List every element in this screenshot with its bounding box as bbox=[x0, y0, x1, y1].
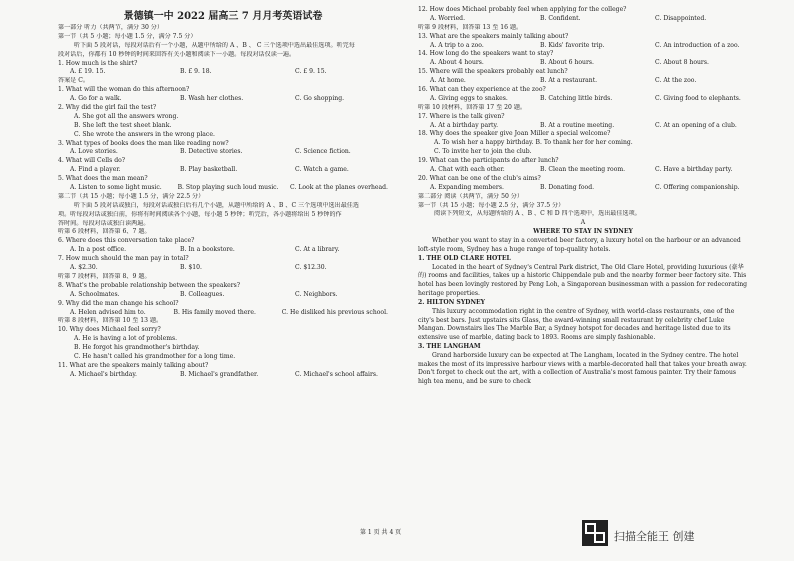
answer-option: C. Giving food to elephants. bbox=[655, 94, 741, 102]
text-line: A bbox=[580, 219, 586, 227]
answer-option: C. Look at the planes overhead. bbox=[290, 184, 388, 192]
text-line: 听第 10 段材料，回答第 17 至 20 题。 bbox=[418, 103, 527, 111]
text-line: 第一节（共 5 小题；每小题 1.5 分，满分 7.5 分） bbox=[58, 32, 197, 40]
text-line: C. To invite her to join the club. bbox=[434, 148, 532, 156]
text-line: 5. What does the man mean? bbox=[58, 175, 148, 183]
answer-option: B. Wash her clothes. bbox=[180, 95, 244, 103]
answer-options bbox=[418, 95, 748, 104]
answer-option: C. Science fiction. bbox=[295, 148, 351, 156]
passage-paragraph: Located in the heart of Sydney's Central Park district, The Old Clare Hotel, providing luxurious (豪华的) rooms and facilities, takes up a historic Chippendale pub and the nearby former beer factory site. This hotel has been lovingly restored by Peng Loh, a Singaporean businessman with a passion for redecorating heritage properties. bbox=[418, 263, 748, 298]
answer-options bbox=[58, 68, 388, 77]
answer-option: B. Detective stories. bbox=[180, 148, 243, 156]
answer-option: A. $2.30. bbox=[70, 264, 98, 272]
answer-option: A. Find a player. bbox=[70, 166, 121, 174]
answer-options bbox=[58, 95, 388, 104]
text-line: 19. What can the participants do after lunch? bbox=[418, 157, 559, 165]
answer-options bbox=[418, 184, 748, 193]
text-line: 项。听每段对话或独白前，你将有时间阅读各个小题，每小题 5 秒钟；听完后，各小题将给出 5 秒钟的作 bbox=[58, 210, 342, 218]
answer-option: A. At home. bbox=[430, 77, 466, 85]
answer-option: B. Clean the meeting room. bbox=[540, 166, 626, 174]
text-line: 2. HILTON SYDNEY bbox=[418, 298, 486, 306]
text-line: 20. What can be one of the club's aims? bbox=[418, 174, 541, 182]
text-line: 答时间。每段对话或独白读两遍。 bbox=[58, 219, 150, 227]
text-line: B. She left the test sheet blank. bbox=[74, 121, 172, 129]
text-line: A. She got all the answers wrong. bbox=[74, 112, 179, 120]
answer-option: A. In a post office. bbox=[70, 246, 127, 254]
text-line: A. He is having a lot of problems. bbox=[74, 335, 178, 343]
text-line: 15. Where will the speakers probably eat lunch? bbox=[418, 68, 568, 76]
answer-options bbox=[58, 148, 388, 157]
answer-options bbox=[418, 166, 748, 175]
text-line: 听下面 5 段对话，每段对话后有一个小题，从题中所给的 A 、B 、 C 三个选项中选出最佳选项。听完每 bbox=[74, 41, 355, 49]
answer-option: C. About 8 hours. bbox=[655, 59, 709, 67]
text-line: 12. How does Michael probably feel when applying for the college? bbox=[418, 6, 627, 13]
text-line: 2. Why did the girl fail the test? bbox=[58, 104, 157, 112]
answer-option: A. Michael's birthday. bbox=[70, 370, 137, 378]
text-line: WHERE TO STAY IN SYDNEY bbox=[533, 228, 633, 236]
text-line: 16. What can they experience at the zoo? bbox=[418, 86, 546, 94]
answer-option: C. Go shopping. bbox=[295, 95, 345, 103]
answer-option: C. Offering companionship. bbox=[655, 183, 740, 191]
text-line: 7. How much should the man pay in total? bbox=[58, 255, 189, 263]
text-line: 听第 6 段材料，回答第 6、7 题。 bbox=[58, 228, 151, 236]
answer-option: A. Schoolmates. bbox=[70, 290, 120, 298]
answer-options bbox=[418, 77, 748, 86]
answer-option: B. Catching little birds. bbox=[540, 94, 613, 102]
answer-option: C. An introduction of a zoo. bbox=[655, 41, 740, 49]
answer-option: A. Worried. bbox=[430, 14, 466, 22]
text-line: 第二节（共 15 小题；每小题 1.5 分，满分 22.5 分） bbox=[58, 192, 205, 200]
answer-option: A. Love stories. bbox=[70, 148, 118, 156]
text-line: 听下面 5 段对话或独白，每段对话或独白后有几个小题，从题中所给的 A 、B 、C 三个选项中选出最佳选 bbox=[74, 201, 359, 209]
answer-options bbox=[58, 309, 388, 318]
text-line: 3. What types of books does the man like reading now? bbox=[58, 139, 229, 147]
answer-option: C. £ 9. 15. bbox=[295, 68, 327, 76]
answer-options bbox=[418, 59, 748, 68]
answer-option: B. At a routine meeting. bbox=[540, 121, 615, 129]
text-line: 1. THE OLD CLARE HOTEL bbox=[418, 254, 511, 262]
answer-option: B. About 6 hours. bbox=[540, 59, 594, 67]
answer-options bbox=[58, 291, 388, 300]
answer-options bbox=[418, 122, 748, 131]
answer-option: A. Expanding members. bbox=[430, 183, 504, 191]
text-line: 听第 9 段材料，回答第 13 至 16 题。 bbox=[418, 23, 523, 31]
text-line: 第二部分 阅读（共两节，满分 50 分） bbox=[418, 192, 523, 200]
passage-paragraph: Whether you want to stay in a converted beer factory, a luxury hotel on the harbour or an advanced loft-style room, Sydney has a huge range of top-quality hotels. bbox=[418, 237, 741, 253]
page-number: 第 1 页 共 4 页 bbox=[360, 529, 402, 536]
text-line: C. He hasn't called his grandmother for a long time. bbox=[74, 352, 236, 360]
text-line: 18. Why does the speaker give Joan Miller a special welcome? bbox=[418, 130, 611, 138]
text-line: 答案是 C。 bbox=[58, 77, 89, 85]
answer-option: A. Helen advised him to. bbox=[70, 308, 146, 316]
answer-options bbox=[418, 15, 748, 24]
answer-option: A. Listen to some light music. bbox=[70, 184, 162, 192]
text-line: 阅读下列短文，从每题所给的 A 、B 、C 和 D 四个选项中，选出最佳选项。 bbox=[434, 210, 641, 218]
answer-options bbox=[58, 184, 388, 193]
answer-option: C. At a library. bbox=[295, 246, 340, 254]
answer-option: B. £ 9. 18. bbox=[180, 68, 212, 76]
answer-option: B. His family moved there. bbox=[173, 308, 256, 316]
answer-option: A. At a birthday party. bbox=[430, 121, 499, 129]
answer-option: C. He disliked his previous school. bbox=[281, 308, 388, 316]
text-line: C. She wrote the answers in the wrong place. bbox=[74, 130, 215, 138]
text-line: 段对话后，你都有 10 秒钟的时间来回答有关小题和阅读下一小题。每段对话仅读一遍。 bbox=[58, 50, 296, 58]
qr-code-icon bbox=[582, 520, 608, 546]
answer-option: C. Michael's school affairs. bbox=[295, 370, 378, 378]
right-column bbox=[418, 6, 748, 387]
answer-options bbox=[418, 42, 748, 51]
text-line: 3. THE LANGHAM bbox=[418, 342, 481, 350]
answer-option: C. At the zoo. bbox=[655, 77, 697, 85]
answer-option: B. Kids' favorite trip. bbox=[540, 41, 605, 49]
answer-option: C. At an opening of a club. bbox=[655, 121, 737, 129]
text-line: 10. Why does Michael feel sorry? bbox=[58, 326, 161, 334]
passage-paragraph: Grand harborside luxury can be expected at The Langham, located in the Sydney centre. The hotel makes the most of its impressive harbour views with a marble-decorated hall that takes your breath away. Don't forget to check out the art, with a collection of Australia's most famous painter. Try their famous high tea menu, and be sure to check bbox=[418, 351, 747, 386]
text-line: B. He forgot his grandmother's birthday. bbox=[74, 344, 200, 352]
answer-option: B. In a bookstore. bbox=[180, 246, 235, 254]
text-line: 6. Where does this conversation take place? bbox=[58, 237, 195, 245]
answer-option: A. Giving eggs to snakes. bbox=[430, 94, 508, 102]
answer-options bbox=[58, 246, 388, 255]
answer-options bbox=[58, 166, 388, 175]
answer-option: A. A trip to a zoo. bbox=[430, 41, 484, 49]
answer-option: B. Stop playing such loud music. bbox=[177, 184, 279, 192]
text-line: 17. Where is the talk given? bbox=[418, 112, 505, 120]
answer-option: B. Colleagues. bbox=[180, 290, 225, 298]
scanner-watermark: 扫描全能王 创建 bbox=[614, 530, 695, 543]
answer-option: A. Chat with each other. bbox=[430, 166, 505, 174]
text-line: 第一部分 听力（共两节，满分 30 分） bbox=[58, 24, 163, 31]
text-line: 1. What will the woman do this afternoon? bbox=[58, 86, 190, 94]
answer-option: B. Play basketball. bbox=[180, 166, 238, 174]
answer-option: A. About 4 hours. bbox=[430, 59, 484, 67]
answer-option: C. Disappointed. bbox=[655, 14, 707, 22]
answer-option: C. Neighbors. bbox=[295, 290, 338, 298]
answer-options bbox=[58, 371, 388, 380]
text-line: 4. What will Cells do? bbox=[58, 157, 126, 165]
text-line: 听第 7 段材料，回答第 8、9 题。 bbox=[58, 272, 151, 280]
text-line: 11. What are the speakers mainly talking about? bbox=[58, 361, 209, 369]
answer-option: B. Confident. bbox=[540, 14, 581, 22]
answer-options bbox=[58, 264, 388, 273]
text-line: 听第 8 段材料，回答第 10 至 13 题。 bbox=[58, 317, 163, 325]
text-line: 9. Why did the man change his school? bbox=[58, 299, 179, 307]
answer-option: C. Watch a game. bbox=[295, 166, 349, 174]
text-line: A. To wish her a happy birthday. B. To thank her for her coming. bbox=[434, 139, 633, 147]
answer-option: A. £ 19. 15. bbox=[70, 68, 106, 76]
answer-option: B. $10. bbox=[180, 264, 202, 272]
text-line: 1. How much is the shirt? bbox=[58, 59, 138, 67]
answer-option: C. $12.30. bbox=[295, 264, 327, 272]
answer-option: B. Michael's grandfather. bbox=[180, 370, 259, 378]
text-line: 13. What are the speakers mainly talking about? bbox=[418, 32, 569, 40]
answer-option: A. Go for a walk. bbox=[70, 95, 122, 103]
answer-option: B. Donating food. bbox=[540, 183, 595, 191]
answer-option: C. Have a birthday party. bbox=[655, 166, 733, 174]
passage-paragraph: This luxury accommodation right in the centre of Sydney, with world-class restaurants, one of the city's best bars. Just upstairs sits Glass, the award-winning small restaurant by celebrity chef Luke Mangan. Downstairs lies The Marble Bar, a Sydney hotspot for decades and heritage listed due to its extensive use of marble, dating back to 1893. Rooms are simply fashionable. bbox=[418, 307, 735, 342]
text-line: 第一节（共 15 小题；每小题 2.5 分，满分 37.5 分） bbox=[418, 201, 565, 209]
answer-option: B. At a restaurant. bbox=[540, 77, 598, 85]
exam-title: 景德镇一中 2022 届高三 7 月月考英语试卷 bbox=[123, 11, 323, 22]
text-line: 8. What's the probable relationship between the speakers? bbox=[58, 281, 241, 289]
text-line: 14. How long do the speakers want to stay? bbox=[418, 50, 554, 58]
left-column bbox=[58, 6, 388, 380]
